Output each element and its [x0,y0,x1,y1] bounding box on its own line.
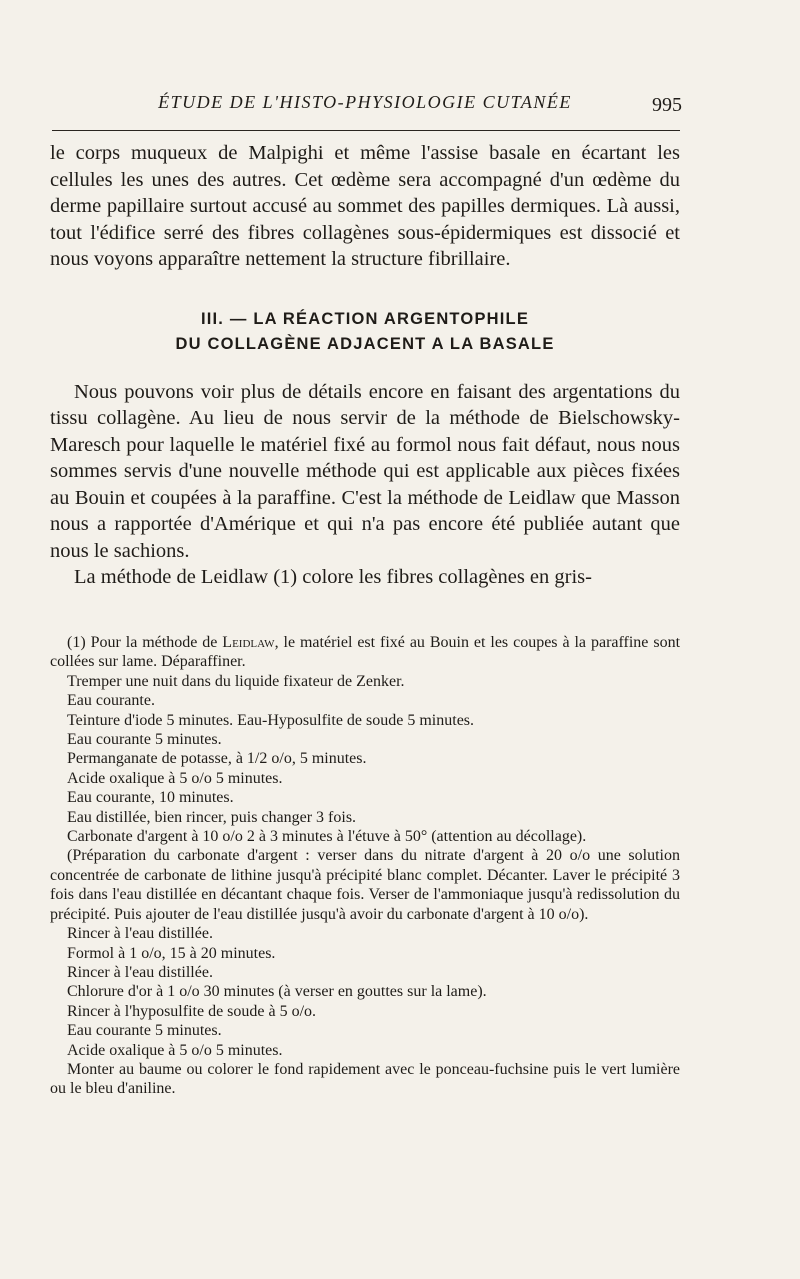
running-head [50,92,680,122]
footnote-step: Rincer à l'eau distillée. [67,925,213,943]
header-rule [52,130,680,131]
footnote-step: Eau courante, 10 minutes. [67,789,234,807]
footnote-step: Formol à 1 o/o, 15 à 20 minutes. [67,944,276,962]
footnote-step: Rincer à l'eau distillée. [67,963,213,981]
footnote-intro-prefix: (1) Pour la méthode de [67,634,223,651]
footnote-step: Rincer à l'hyposulfite de soude à 5 o/o. [67,1002,317,1020]
footnote-step: Teinture d'iode 5 minutes. Eau-Hyposulfite de soude 5 minutes. [67,711,475,729]
footnote-step: (Préparation du carbonate d'argent : verser dans du nitrate d'argent à 20 o/o une solution concentrée de carbonate de lithine jusqu'à précipité blanc complet. Décanter. Laver le précipité 3 fois dans l'eau distillée en décantant chaque fois. Verser de l'ammoniaque jusqu'à redissolution du précipité. Puis ajouter de l'eau distillée jusqu'à avoir du carbonate d'argent à 10 o/o). [50,847,680,923]
paragraph-continuation: le corps muqueux de Malpighi et même l'assise basale en écartant les cellules les unes des autres. Cet œdème sera accompagné d'un œdème du derme papillaire surtout accusé au sommet des papilles dermiques. Là aussi, tout l'édifice serré des fibres collagènes sous-épidermiques est dissocié et nous voyons apparaître nettement la structure fibrillaire. [50,142,680,270]
footnote-block [50,633,680,1099]
section-heading [50,307,680,357]
footnote-intro-suffix: , le matériel est fixé au Bouin et les coupes à la paraffine sont collées sur lame. Déparaffiner. [50,634,681,671]
footnote-step: Acide oxalique à 5 o/o 5 minutes. [67,769,283,787]
footnote-intro [50,633,680,672]
paragraph-leidlaw: La méthode de Leidlaw (1) colore les fibres collagènes en gris- [74,566,592,588]
footnote-step: Monter au baume ou colorer le fond rapidement avec le ponceau-fuchsine puis le vert lumière ou le bleu d'aniline. [50,1060,680,1098]
footnote-step: Eau distillée, bien rincer, puis changer 3 fois. [67,808,357,826]
section-heading-line-1: III. — LA RÉACTION ARGENTOPHILE [200,309,530,328]
footnote-step: Eau courante. [67,692,155,710]
main-text [50,140,680,591]
footnote-step: Carbonate d'argent à 10 o/o 2 à 3 minutes à l'étuve à 50° (attention au décollage). [67,828,587,846]
footnote-step: Eau courante 5 minutes. [67,731,222,749]
footnote-step: Permanganate de potasse, à 1/2 o/o, 5 minutes. [67,750,367,768]
footnote-step: Chlorure d'or à 1 o/o 30 minutes (à verser en gouttes sur la lame). [67,983,487,1001]
author-name: Leidlaw [222,634,275,651]
page-number: 995 [652,94,682,116]
section-heading-line-2: DU COLLAGÈNE ADJACENT A LA BASALE [175,334,555,353]
footnote-step: Eau courante 5 minutes. [67,1022,222,1040]
footnote-step: Acide oxalique à 5 o/o 5 minutes. [67,1041,283,1059]
paragraph-argentations: Nous pouvons voir plus de détails encore en faisant des argentations du tissu collagène. Au lieu de nous servir de la méthode de Bielschowsky-Maresch pour laquelle le matériel fixé au formol nous fait défaut, nous nous sommes servis d'une nouvelle méthode qui est applicable aux pièces fixées au Bouin et coupées à la paraffine. C'est la méthode de Leidlaw que Masson nous a rapportée d'Amérique et qui n'a pas encore été publiée autant que nous le sachions. [50,380,680,562]
footnote-step: Tremper une nuit dans du liquide fixateur de Zenker. [67,672,405,690]
running-title: ÉTUDE DE L'HISTO-PHYSIOLOGIE CUTANÉE [158,92,572,112]
